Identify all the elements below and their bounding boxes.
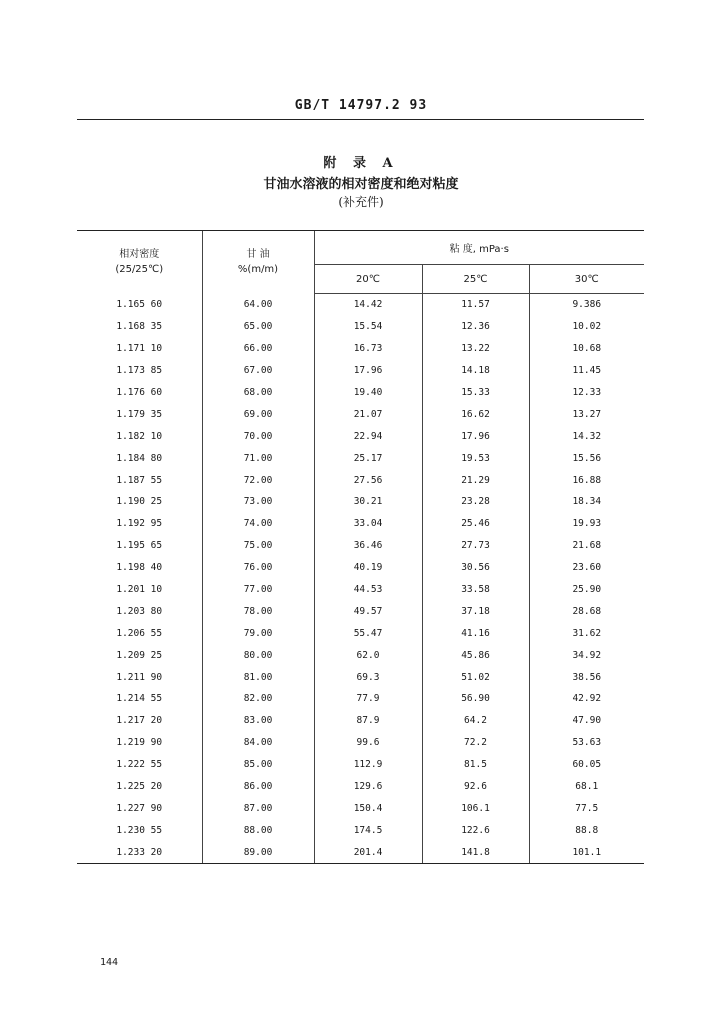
cell-glycerol: 67.00 <box>202 360 314 382</box>
cell-visc-30: 34.92 <box>529 644 644 666</box>
cell-density: 1.176 60 <box>116 387 163 398</box>
cell-visc-30: 47.90 <box>529 710 644 732</box>
cell-glycerol: 77.00 <box>202 579 314 601</box>
header-density-label: 相对密度 <box>119 249 160 261</box>
table-row <box>77 294 644 316</box>
cell-density: 1.203 80 <box>116 605 163 617</box>
cell-visc-30: 16.88 <box>529 469 644 491</box>
cell-visc-25: 12.36 <box>422 316 529 338</box>
cell-visc-30: 38.56 <box>529 666 644 688</box>
cell-visc-20: 112.9 <box>314 754 422 776</box>
cell-visc-25: 106.1 <box>422 797 529 819</box>
cell-visc-25: 64.2 <box>422 710 529 732</box>
cell-visc-25: 37.18 <box>422 600 529 622</box>
cell-visc-30: 28.68 <box>529 600 644 622</box>
cell-visc-20: 19.40 <box>314 382 422 404</box>
table-row <box>77 360 644 382</box>
cell-glycerol: 64.00 <box>202 294 314 316</box>
cell-glycerol: 85.00 <box>202 754 314 776</box>
cell-visc-20: 87.9 <box>314 710 422 732</box>
cell-visc-20: 174.5 <box>314 819 422 841</box>
cell-visc-20: 77.9 <box>314 688 422 710</box>
cell-glycerol: 87.00 <box>202 797 314 819</box>
cell-visc-25: 15.33 <box>422 382 529 404</box>
cell-visc-30: 23.60 <box>529 557 644 579</box>
cell-visc-20: 27.56 <box>314 469 422 491</box>
table-row <box>77 754 644 776</box>
cell-visc-30: 11.45 <box>529 360 644 382</box>
header-glycerol-unit: %(m/m) <box>237 264 279 276</box>
cell-visc-25: 141.8 <box>422 841 529 863</box>
cell-visc-30: 53.63 <box>529 732 644 754</box>
cell-visc-25: 21.29 <box>422 469 529 491</box>
cell-density: 1.227 90 <box>116 802 163 814</box>
cell-visc-20: 30.21 <box>314 491 422 513</box>
cell-visc-20: 33.04 <box>314 513 422 535</box>
table-row <box>77 776 644 798</box>
cell-visc-20: 36.46 <box>314 535 422 557</box>
cell-visc-20: 40.19 <box>314 557 422 579</box>
cell-glycerol: 71.00 <box>202 447 314 469</box>
header-density-unit: (25/25℃) <box>115 264 164 276</box>
cell-visc-25: 11.57 <box>422 294 529 316</box>
cell-visc-30: 31.62 <box>529 622 644 644</box>
cell-glycerol: 68.00 <box>202 382 314 404</box>
cell-glycerol: 72.00 <box>202 469 314 491</box>
cell-visc-25: 92.6 <box>422 776 529 798</box>
cell-visc-25: 19.53 <box>422 447 529 469</box>
table-row <box>77 797 644 819</box>
cell-visc-20: 99.6 <box>314 732 422 754</box>
cell-visc-25: 27.73 <box>422 535 529 557</box>
cell-visc-20: 25.17 <box>314 447 422 469</box>
cell-visc-25: 51.02 <box>422 666 529 688</box>
cell-visc-20: 14.42 <box>314 294 422 316</box>
header-glycerol-label: 甘 油 <box>246 249 270 261</box>
cell-density: 1.184 80 <box>116 452 163 464</box>
table-row <box>77 469 644 491</box>
cell-visc-30: 19.93 <box>529 513 644 535</box>
table-row <box>77 622 644 644</box>
cell-density: 1.182 10 <box>116 430 163 442</box>
table-row <box>77 819 644 841</box>
cell-visc-30: 18.34 <box>529 491 644 513</box>
cell-visc-30: 88.8 <box>529 819 644 841</box>
header-rule <box>77 119 644 120</box>
cell-glycerol: 76.00 <box>202 557 314 579</box>
cell-glycerol: 81.00 <box>202 666 314 688</box>
cell-visc-20: 69.3 <box>314 666 422 688</box>
table-row <box>77 491 644 513</box>
cell-visc-30: 68.1 <box>529 776 644 798</box>
table-row <box>77 710 644 732</box>
cell-density: 1.179 35 <box>116 408 163 420</box>
cell-density: 1.190 25 <box>116 496 163 508</box>
cell-glycerol: 79.00 <box>202 622 314 644</box>
cell-density: 1.233 20 <box>77 841 202 863</box>
cell-visc-20: 44.53 <box>314 579 422 601</box>
page-number: 144 <box>100 957 119 968</box>
table-row <box>77 579 644 601</box>
cell-density: 1.173 85 <box>116 365 163 377</box>
cell-glycerol: 73.00 <box>202 491 314 513</box>
cell-visc-30: 25.90 <box>529 579 644 601</box>
cell-visc-30: 10.02 <box>529 316 644 338</box>
cell-visc-20: 17.96 <box>314 360 422 382</box>
table-row <box>77 688 644 710</box>
cell-visc-25: 41.16 <box>422 622 529 644</box>
header-glycerol <box>202 231 314 294</box>
cell-density: 1.225 20 <box>116 781 163 793</box>
table-row <box>77 644 644 666</box>
cell-visc-20: 21.07 <box>314 403 422 425</box>
cell-density: 1.206 55 <box>116 627 163 639</box>
table-row <box>77 732 644 754</box>
cell-glycerol: 86.00 <box>202 776 314 798</box>
cell-visc-30: 21.68 <box>529 535 644 557</box>
cell-visc-25: 25.46 <box>422 513 529 535</box>
cell-visc-30: 14.32 <box>529 425 644 447</box>
cell-visc-20: 55.47 <box>314 622 422 644</box>
header-temp-20: 20℃ <box>314 265 422 294</box>
cell-density: 1.187 55 <box>116 474 163 486</box>
header-density <box>77 231 202 294</box>
cell-glycerol: 83.00 <box>202 710 314 732</box>
cell-density: 1.217 20 <box>116 715 163 727</box>
cell-visc-25: 14.18 <box>422 360 529 382</box>
table-row <box>77 425 644 447</box>
standard-code: GB/T 14797.2 93 <box>294 98 428 113</box>
cell-visc-20: 62.0 <box>314 644 422 666</box>
cell-density: 1.195 65 <box>116 540 163 552</box>
cell-visc-20: 15.54 <box>314 316 422 338</box>
cell-visc-30: 15.56 <box>529 447 644 469</box>
appendix-title: 甘油水溶液的相对密度和绝对粘度 <box>263 177 459 192</box>
table-row <box>77 447 644 469</box>
cell-density: 1.209 25 <box>116 649 163 661</box>
appendix-label: 附 录 A <box>323 156 399 171</box>
cell-glycerol: 80.00 <box>202 644 314 666</box>
cell-visc-25: 33.58 <box>422 579 529 601</box>
cell-visc-30: 9.386 <box>529 294 644 316</box>
cell-glycerol: 75.00 <box>202 535 314 557</box>
cell-density: 1.192 95 <box>116 518 163 530</box>
cell-visc-25: 45.86 <box>422 644 529 666</box>
table-row <box>77 513 644 535</box>
table-row <box>77 666 644 688</box>
cell-density: 1.222 55 <box>116 759 163 771</box>
cell-visc-25: 13.22 <box>422 338 529 360</box>
table-row <box>77 600 644 622</box>
cell-visc-25: 81.5 <box>422 754 529 776</box>
cell-visc-25: 30.56 <box>422 557 529 579</box>
cell-visc-25: 56.90 <box>422 688 529 710</box>
cell-density: 1.230 55 <box>116 824 163 836</box>
cell-density: 1.214 55 <box>116 693 163 705</box>
table-row <box>77 841 644 863</box>
cell-glycerol: 69.00 <box>202 403 314 425</box>
cell-glycerol: 78.00 <box>202 600 314 622</box>
cell-visc-25: 72.2 <box>422 732 529 754</box>
cell-visc-30: 10.68 <box>529 338 644 360</box>
appendix-subtitle: (补充件) <box>338 195 384 209</box>
table-row <box>77 338 644 360</box>
header-viscosity: 粘 度, mPa·s <box>314 231 644 265</box>
cell-density: 1.211 90 <box>116 671 163 683</box>
cell-visc-30: 60.05 <box>529 754 644 776</box>
cell-visc-25: 16.62 <box>422 403 529 425</box>
cell-glycerol: 66.00 <box>202 338 314 360</box>
cell-glycerol: 89.00 <box>202 841 314 863</box>
cell-glycerol: 65.00 <box>202 316 314 338</box>
table-row <box>77 535 644 557</box>
cell-visc-30: 12.33 <box>529 382 644 404</box>
cell-glycerol: 74.00 <box>202 513 314 535</box>
glycerol-viscosity-table <box>77 230 644 864</box>
table-row <box>77 403 644 425</box>
cell-visc-20: 22.94 <box>314 425 422 447</box>
cell-glycerol: 82.00 <box>202 688 314 710</box>
cell-visc-30: 13.27 <box>529 403 644 425</box>
cell-visc-30: 77.5 <box>529 797 644 819</box>
cell-glycerol: 70.00 <box>202 425 314 447</box>
cell-density: 1.201 10 <box>116 584 163 596</box>
cell-density: 1.165 60 <box>116 299 163 311</box>
table-row <box>77 557 644 579</box>
cell-density: 1.168 35 <box>116 321 163 333</box>
cell-visc-25: 17.96 <box>422 425 529 447</box>
cell-density: 1.171 10 <box>116 343 163 355</box>
cell-visc-25: 23.28 <box>422 491 529 513</box>
cell-density: 1.198 40 <box>116 562 163 574</box>
cell-visc-20: 150.4 <box>314 797 422 819</box>
cell-visc-20: 49.57 <box>314 600 422 622</box>
table-row <box>77 382 644 404</box>
cell-visc-30: 42.92 <box>529 688 644 710</box>
cell-visc-30: 101.1 <box>529 841 644 863</box>
cell-visc-20: 129.6 <box>314 776 422 798</box>
cell-visc-20: 201.4 <box>314 841 422 863</box>
table-row <box>77 316 644 338</box>
header-temp-30: 30℃ <box>529 265 644 294</box>
cell-glycerol: 84.00 <box>202 732 314 754</box>
cell-visc-25: 122.6 <box>422 819 529 841</box>
cell-density: 1.219 90 <box>116 737 163 749</box>
cell-visc-20: 16.73 <box>314 338 422 360</box>
header-temp-25: 25℃ <box>422 265 529 294</box>
cell-glycerol: 88.00 <box>202 819 314 841</box>
